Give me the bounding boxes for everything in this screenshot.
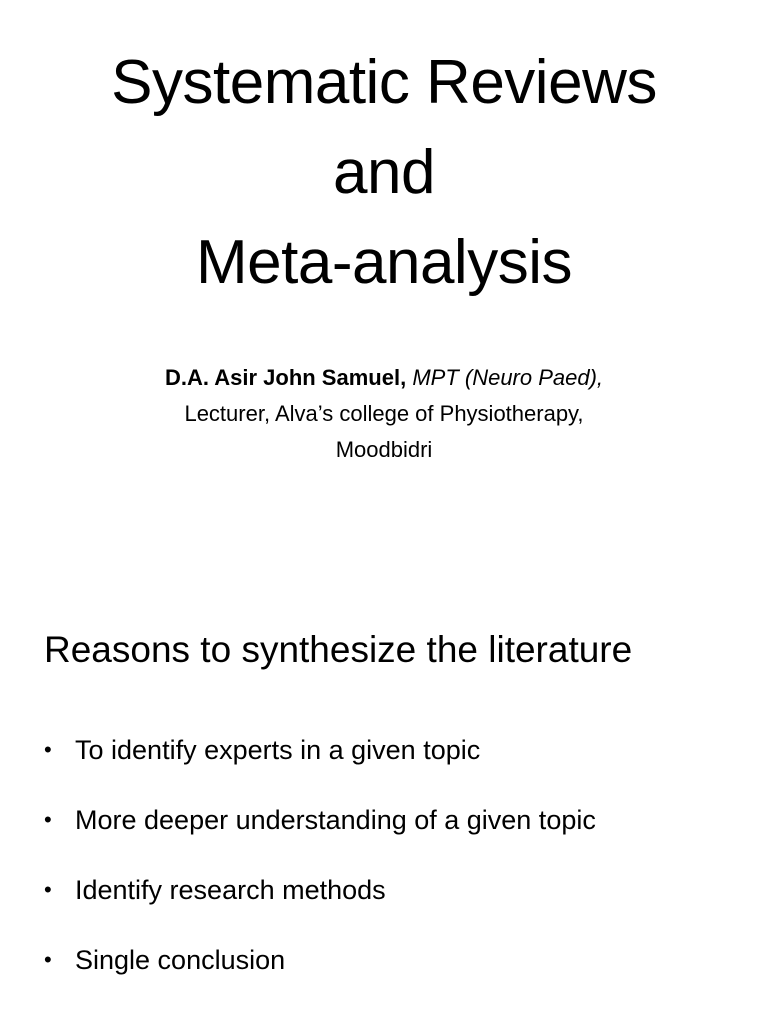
author-affiliation: Lecturer, Alva’s college of Physiotherapy, (184, 401, 584, 426)
reasons-slide (0, 576, 768, 1024)
title-line-2: and (333, 138, 435, 207)
author-degree: MPT (Neuro Paed), (412, 365, 604, 390)
author-name: D.A. Asir John Samuel, (164, 365, 407, 390)
reasons-slide-title: Reasons to synthesize the literature (44, 629, 633, 670)
title-line-1: Systematic Reviews (111, 48, 657, 117)
author-line (0, 360, 768, 396)
author-info (0, 360, 768, 468)
bullet-text: Single conclusion (75, 945, 286, 975)
title-line-3: Meta-analysis (196, 228, 572, 297)
reasons-bullet-list (44, 724, 744, 1004)
bullet-icon: • (44, 737, 52, 762)
bullet-text: To identify experts in a given topic (75, 735, 481, 765)
bullet-icon: • (44, 807, 52, 832)
slide-title-heading (0, 38, 768, 308)
bullet-icon: • (44, 877, 52, 902)
author-location: Moodbidri (335, 437, 433, 462)
bullet-item (44, 934, 744, 1004)
bullet-item (44, 864, 744, 934)
bullet-text: Identify research methods (75, 875, 386, 905)
bullet-text: More deeper understanding of a given topic (75, 805, 596, 835)
bullet-item (44, 724, 744, 794)
bullet-item (44, 794, 744, 864)
bullet-icon: • (44, 947, 52, 972)
